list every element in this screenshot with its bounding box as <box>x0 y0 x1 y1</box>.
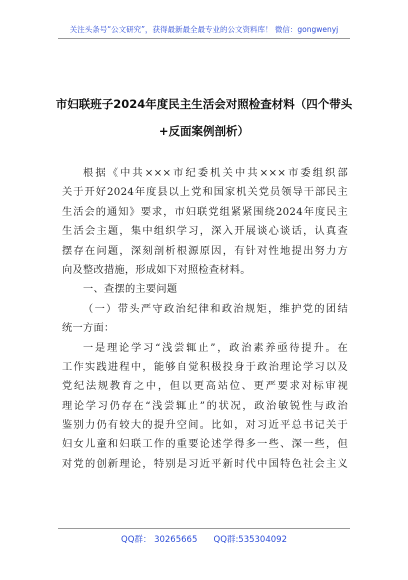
document-title-line-2: +反面案例剖析） <box>158 124 250 138</box>
body-line: 摆存在问题，深刻剖析根源原因，有针对性地提出努力方 <box>62 245 348 257</box>
footer-contact: QQ群： 30265665 QQ群:535304092 <box>121 535 287 545</box>
body-line: 生活会主题，集中组织学习，深入开展谈心谈话，认真查 <box>62 226 348 238</box>
body-line: 生活会的通知》要求，市妇联党组紧紧围绕2024年度民主 <box>62 206 348 218</box>
document-title-line-1: 市妇联班子2024年度民主生活会对照检查材料（四个带头 <box>55 97 353 111</box>
document-body <box>62 164 348 474</box>
body-line: 妇女儿童和妇联工作的重要论述学得多一些、深一些，但 <box>62 439 348 451</box>
header-divider <box>58 38 350 39</box>
body-line: 一是理论学习“浅尝辄止”，政治素养亟待提升。在 <box>83 342 348 354</box>
body-line: 党纪法规教育之中，但以更高站位、更严要求对标审视 <box>62 381 348 393</box>
body-line: 统一方面： <box>62 323 115 335</box>
footer-divider <box>58 528 350 529</box>
body-line: 工作实践进程中，能够自觉积极投身于政治理论学习以及 <box>62 361 348 373</box>
body-line: 理论学习仍存在“浅尝辄止”的状况，政治敏锐性与政治 <box>62 400 348 412</box>
section-heading: 一、查摆的主要问题 <box>83 284 178 296</box>
body-line: 向及整改措施，形成如下对照检查材料。 <box>62 264 251 276</box>
body-line: 根据《中共×××市纪委机关中共×××市委组织部 <box>83 168 348 179</box>
body-line: 对党的创新理论，特别是习近平新时代中国特色社会主义 <box>62 458 348 470</box>
subsection-heading: （一）带头严守政治纪律和政治规矩，维护党的团结 <box>83 303 348 315</box>
body-line: 鉴别力仍有较大的提升空间。比如，对习近平总书记关于 <box>62 420 348 432</box>
header-banner: 关注头条号“公文研究”，获得最新最全最专业的公文资料库！ 微信：gongwenyj <box>69 25 339 34</box>
body-line: 关于开好2024年度县以上党和国家机关党员领导干部民主 <box>62 187 348 199</box>
